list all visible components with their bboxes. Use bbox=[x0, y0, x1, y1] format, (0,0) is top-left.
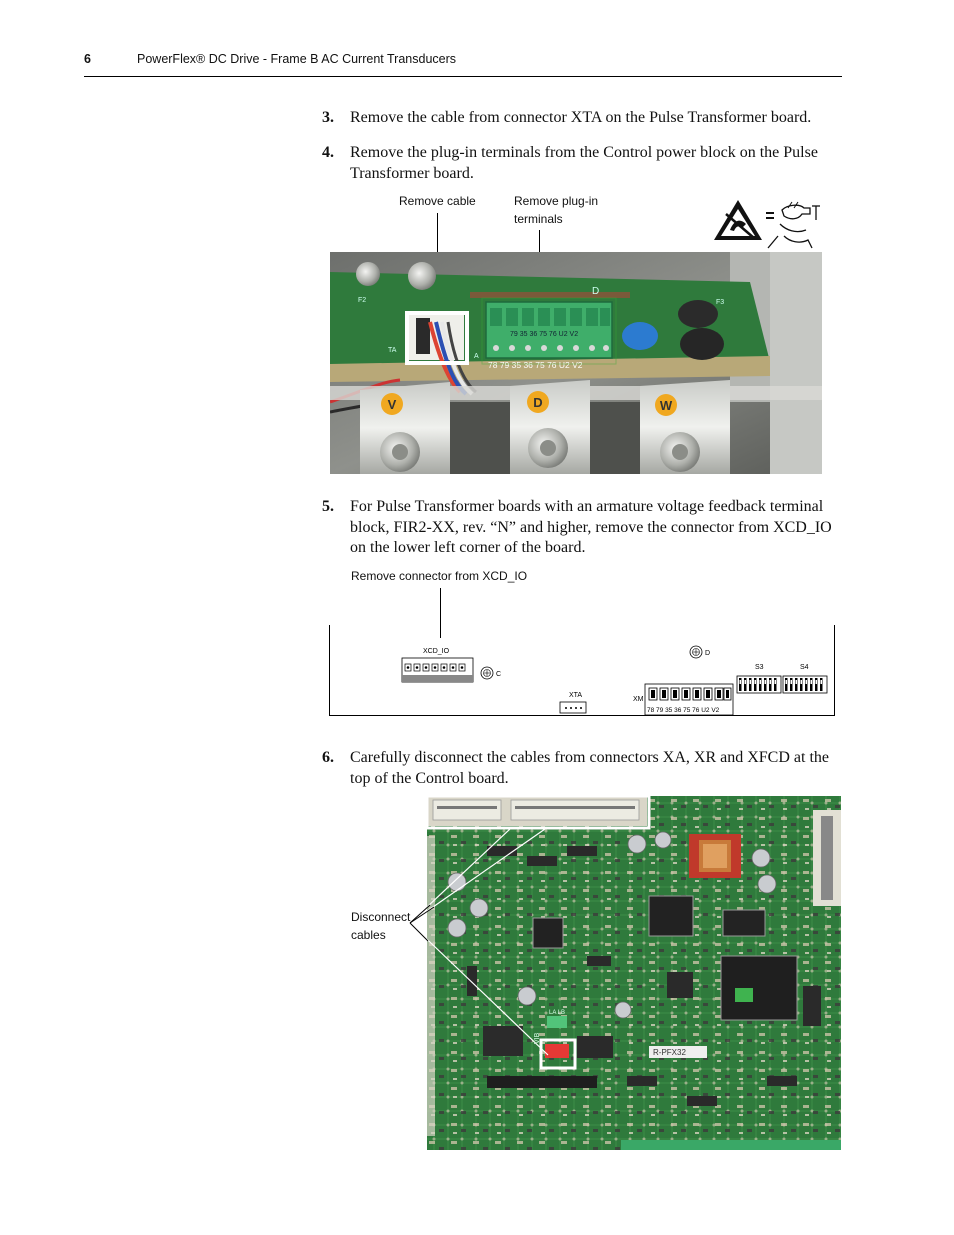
photo-pulse-transformer-board bbox=[330, 252, 822, 474]
leader-lines-disconnect bbox=[400, 815, 600, 1075]
page-number: 6 bbox=[84, 52, 91, 66]
svg-text:C: C bbox=[496, 671, 502, 678]
callout-remove-connector: Remove connector from XCD_IO bbox=[351, 569, 528, 583]
step-text: Remove the cable from connector XTA on the Pulse Transformer board. bbox=[350, 109, 812, 126]
svg-text:D: D bbox=[592, 286, 600, 297]
phase-letter-v: V bbox=[387, 397, 397, 412]
step-number: 5. bbox=[322, 498, 334, 515]
step-6 bbox=[322, 748, 847, 789]
step-text: Remove the plug-in terminals from the Control power block on the Pulse Transformer board. bbox=[350, 144, 818, 182]
svg-text:S4: S4 bbox=[800, 664, 809, 671]
xm-terminal-labels: 78 79 35 36 75 76 U2 V2 bbox=[647, 707, 720, 714]
step-text: For Pulse Transformer boards with an armature voltage feedback terminal block, FIR2-XX, rev. “N” and higher, remove the connector from XCD_IO on the lower left corner of the board. bbox=[350, 498, 832, 556]
phase-letter-w: W bbox=[659, 398, 673, 413]
step-text: Carefully disconnect the cables from connectors XA, XR and XFCD at the top of the Control board. bbox=[350, 749, 829, 787]
svg-text:D: D bbox=[705, 650, 711, 657]
svg-text:VIB: VIB bbox=[534, 1032, 541, 1044]
svg-text:A: A bbox=[474, 353, 479, 360]
svg-text:F3: F3 bbox=[716, 299, 725, 306]
svg-text:LA LB: LA LB bbox=[549, 1010, 566, 1016]
terminal-labels-board: 78 79 35 36 75 76 U2 V2 bbox=[488, 360, 583, 370]
callout-remove-cable: Remove cable bbox=[399, 194, 476, 208]
step-number: 3. bbox=[322, 109, 334, 126]
step-5 bbox=[322, 497, 837, 559]
callout-remove-terminals: Remove plug-in terminals bbox=[514, 194, 599, 226]
step-number: 6. bbox=[322, 749, 334, 766]
diagram-board-lower-edge bbox=[329, 625, 835, 717]
label-xm: XM bbox=[633, 696, 644, 703]
running-header: PowerFlex® DC Drive - Frame B AC Current Transducers bbox=[137, 52, 457, 66]
step-4 bbox=[322, 143, 822, 184]
label-xcd-io: XCD_IO bbox=[423, 648, 450, 655]
step-3 bbox=[322, 108, 852, 129]
board-label: R-PFX32 bbox=[653, 1048, 686, 1057]
step-number: 4. bbox=[322, 144, 334, 161]
label-xta: XTA bbox=[569, 692, 583, 699]
svg-text:S3: S3 bbox=[755, 664, 764, 671]
esd-warning-icon bbox=[712, 196, 824, 252]
header-rule bbox=[84, 76, 842, 77]
svg-text:F2: F2 bbox=[358, 297, 367, 304]
svg-text:TA: TA bbox=[388, 347, 397, 354]
phase-letter-d: D bbox=[533, 395, 543, 410]
terminal-labels-top: 79 35 36 75 76 U2 V2 bbox=[510, 331, 579, 338]
callout-disconnect-cables: Disconnect cables bbox=[351, 910, 411, 942]
